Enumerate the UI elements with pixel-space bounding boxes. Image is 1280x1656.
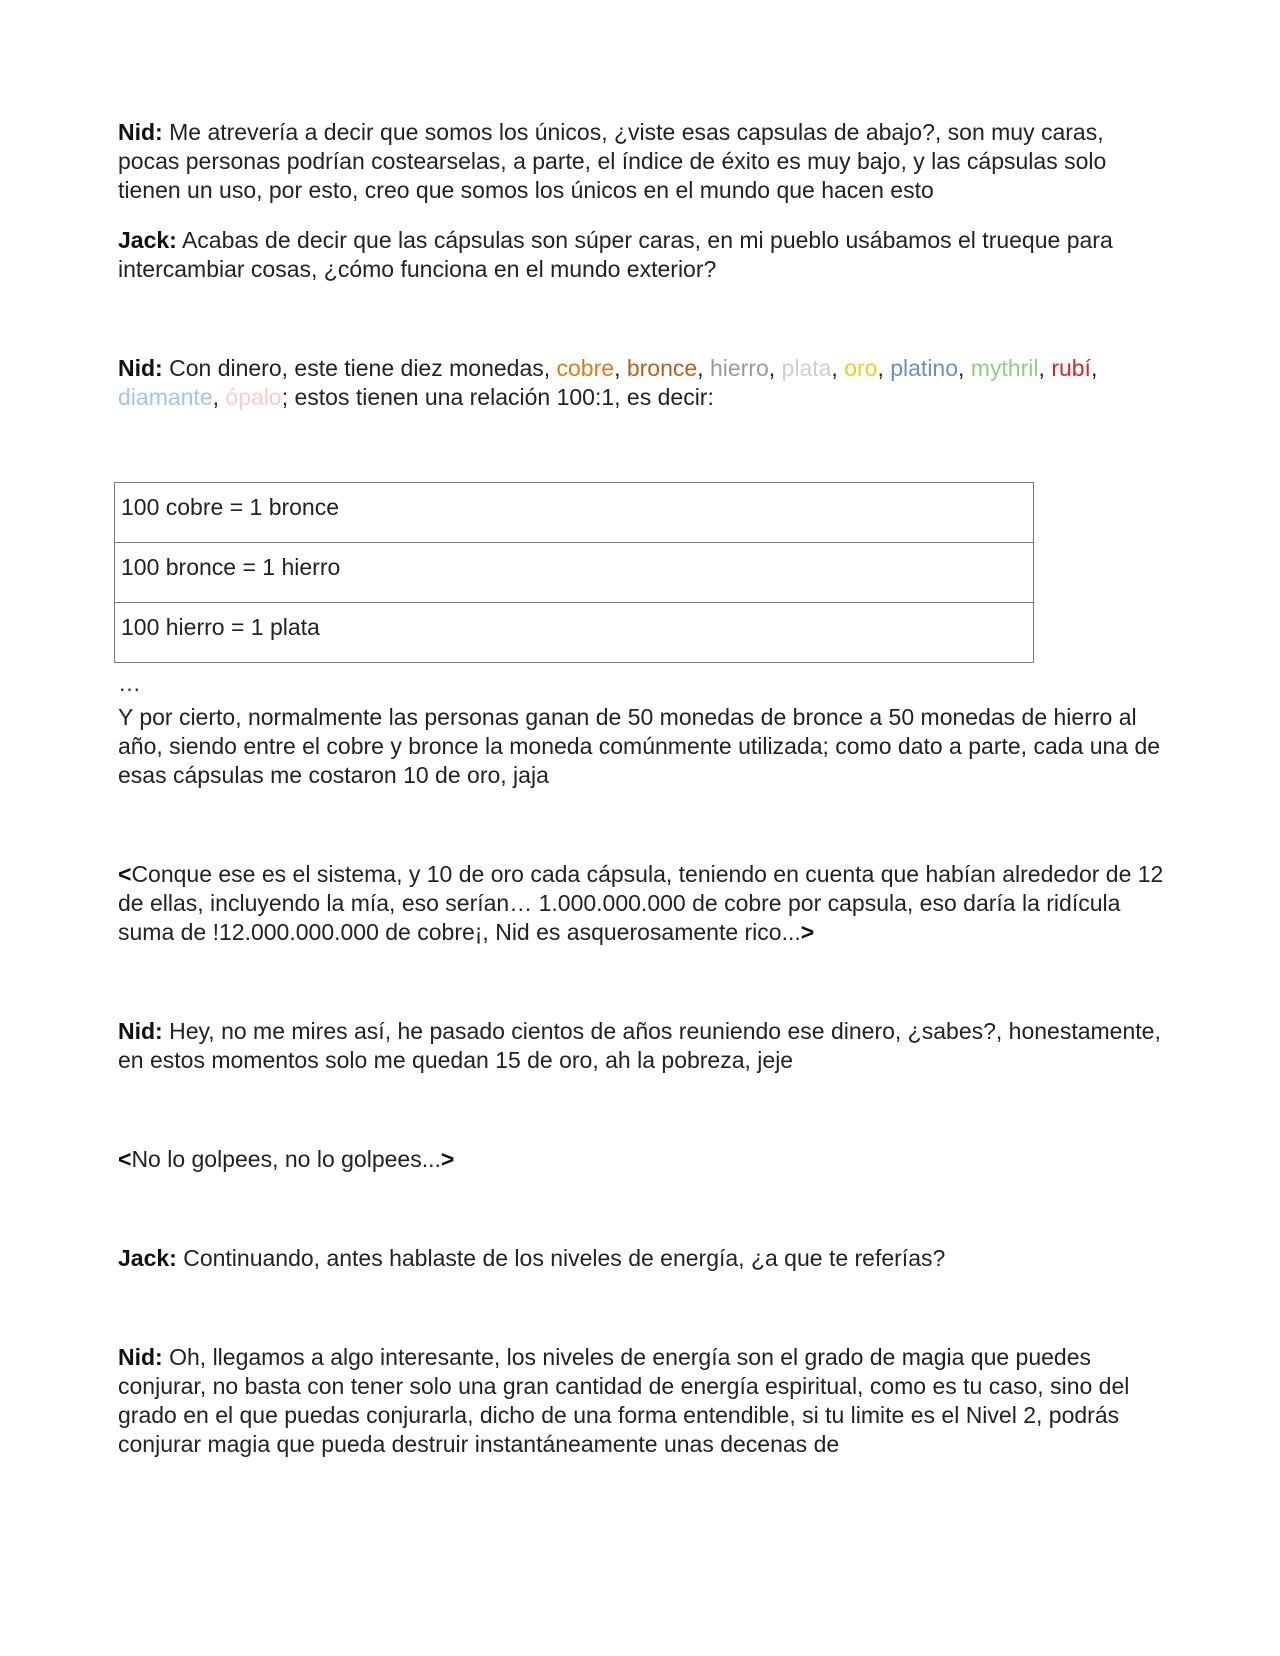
- dialogue-paragraph-jack-2: [118, 1244, 1168, 1273]
- dialogue-paragraph-nid-3: [118, 1343, 1168, 1459]
- dialogue-text: Continuando, antes hablaste de los niveles de energía, ¿a que te referías?: [176, 1245, 946, 1271]
- coin-name: cobre: [556, 355, 615, 381]
- dialogue-text: Me atrevería a decir que somos los únicos, ¿viste esas capsulas de abajo?, son muy caras, pocas personas podrían costearselas, a parte, el índice de éxito es muy bajo, y las cápsulas solo tienen un uso, por esto, creo que somos los únicos en el mundo que hacen esto: [118, 119, 1107, 203]
- document-page: [118, 118, 1168, 1459]
- table-cell: 100 hierro = 1 plata: [115, 603, 1034, 663]
- thought-close-bracket: >: [440, 1146, 455, 1172]
- coin-separator: ,: [212, 384, 226, 410]
- table-row: [115, 483, 1034, 543]
- coin-separator: ,: [697, 355, 710, 381]
- thought-paragraph-2: [118, 1145, 1168, 1174]
- narration-paragraph: [118, 703, 1168, 790]
- dialogue-text: Y por cierto, normalmente las personas ganan de 50 monedas de bronce a 50 monedas de hierro al año, siendo entre el cobre y bronce la moneda comúnmente utilizada; como dato a parte, cada una de esas cápsulas me costaron 10 de oro, jaja: [118, 704, 1161, 788]
- conversion-table: [114, 482, 1034, 663]
- coin-name: diamante: [118, 384, 213, 410]
- thought-text: No lo golpees, no lo golpees...: [131, 1146, 441, 1172]
- coin-name: hierro: [709, 355, 769, 381]
- table-cell: 100 bronce = 1 hierro: [115, 543, 1034, 603]
- coin-name: mythril: [970, 355, 1039, 381]
- coin-separator: ,: [877, 355, 891, 381]
- dialogue-paragraph-jack-1: [118, 226, 1168, 284]
- thought-close-bracket: >: [800, 919, 815, 945]
- coin-separator: ,: [958, 355, 971, 381]
- coin-name: ópalo: [225, 384, 282, 410]
- coin-separator: ,: [768, 355, 782, 381]
- dialogue-text: Con dinero, este tiene diez monedas,: [162, 355, 557, 381]
- dialogue-text: Oh, llegamos a algo interesante, los niveles de energía son el grado de magia que puedes conjurar, no basta con tener solo una gran cantidad de energía espiritual, como es tu caso, sino del grado en el que puedas conjurarla, dicho de una forma entendible, si tu limite es el Nivel 2, podrás conjurar magia que pueda destruir instantáneamente unas decenas de: [118, 1344, 1130, 1457]
- coin-name: rubí: [1051, 355, 1091, 381]
- coin-separator: ,: [614, 355, 627, 381]
- speaker-label: Jack:: [118, 1245, 177, 1271]
- coin-name: bronce: [626, 355, 698, 381]
- table-cell: 100 cobre = 1 bronce: [115, 483, 1034, 543]
- thought-paragraph-1: [118, 860, 1168, 947]
- speaker-label: Nid:: [118, 1018, 163, 1044]
- table-row: [115, 603, 1034, 663]
- coin-separator: ,: [1038, 355, 1052, 381]
- thought-open-bracket: <: [118, 1146, 132, 1172]
- coin-name: platino: [890, 355, 959, 381]
- table-row: [115, 543, 1034, 603]
- coin-name: plata: [781, 355, 832, 381]
- dialogue-paragraph-nid-2: [118, 1017, 1168, 1075]
- thought-open-bracket: <: [118, 861, 132, 887]
- dialogue-paragraph-nid-1: [118, 118, 1168, 205]
- coin-separator: ,: [831, 355, 845, 381]
- coin-name: oro: [844, 355, 878, 381]
- speaker-label: Nid:: [118, 119, 163, 145]
- coin-separator: ,: [1090, 355, 1098, 381]
- speaker-label: Nid:: [118, 1344, 163, 1370]
- ellipsis: …: [118, 670, 141, 696]
- dialogue-text: Hey, no me mires así, he pasado cientos de años reuniendo ese dinero, ¿sabes?, honestamente, en estos momentos solo me quedan 15 de oro, ah la pobreza, jeje: [118, 1018, 1161, 1073]
- dialogue-text: Acabas de decir que las cápsulas son súper caras, en mi pueblo usábamos el trueque para intercambiar cosas, ¿cómo funciona en el mundo exterior?: [118, 227, 1113, 282]
- dialogue-text: ; estos tienen una relación 100:1, es decir:: [281, 384, 714, 410]
- dialogue-paragraph-nid-coins: [118, 354, 1168, 412]
- speaker-label: Jack:: [118, 227, 177, 253]
- thought-text: Conque ese es el sistema, y 10 de oro cada cápsula, teniendo en cuenta que habían alrededor de 12 de ellas, incluyendo la mía, eso serían… 1.000.000.000 de cobre por capsula, eso daría la ridícula suma de !12.000.000.000 de cobre¡, Nid es asquerosamente rico...: [118, 861, 1164, 945]
- speaker-label: Nid:: [118, 355, 163, 381]
